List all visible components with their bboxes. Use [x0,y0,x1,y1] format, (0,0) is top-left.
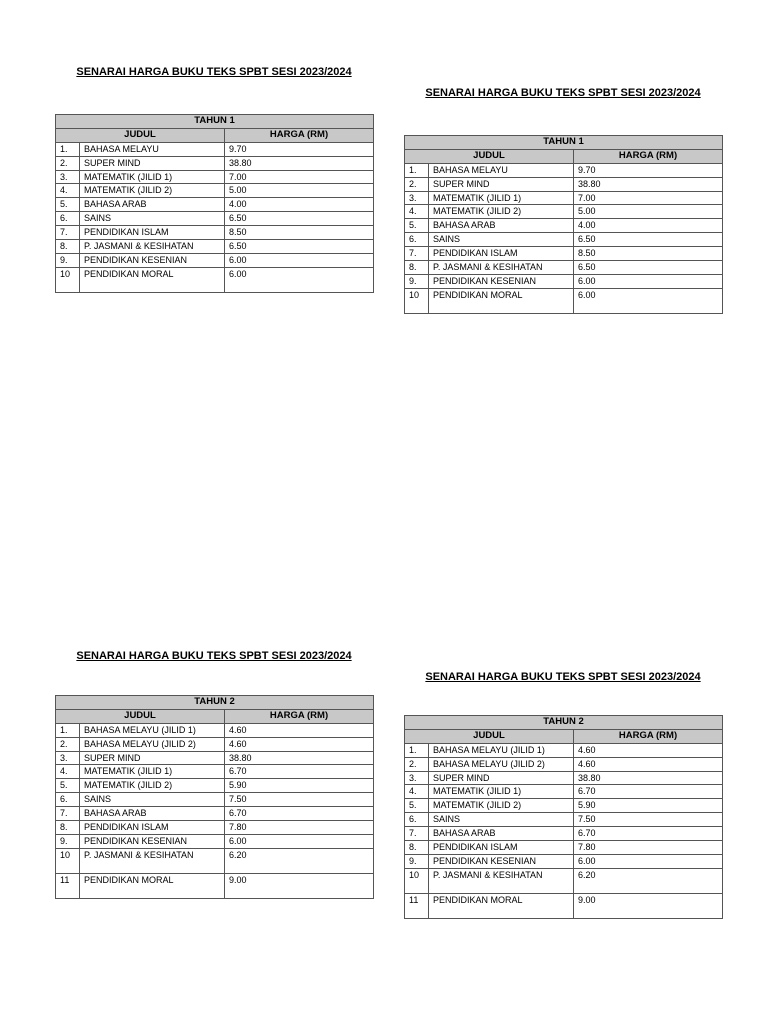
row-number: 10 [56,267,80,292]
book-price: 6.00 [225,253,374,267]
book-price: 38.80 [574,771,723,785]
price-table [404,715,723,919]
book-title: BAHASA ARAB [80,198,225,212]
row-number: 1. [56,142,80,156]
book-title: MATEMATIK (JILID 2) [429,205,574,219]
row-number: 8. [56,240,80,254]
book-price: 6.50 [574,233,723,247]
book-title: PENDIDIKAN ISLAM [429,841,574,855]
row-number: 10 [405,868,429,893]
table-row [56,142,374,156]
book-title: BAHASA MELAYU (JILID 2) [80,737,225,751]
book-title: MATEMATIK (JILID 1) [429,191,574,205]
book-title: MATEMATIK (JILID 1) [80,170,225,184]
price-table [404,135,723,314]
book-price: 9.00 [225,873,374,898]
row-number: 7. [56,226,80,240]
table-row [56,807,374,821]
row-number: 8. [405,261,429,275]
column-header-harga: HARGA (RM) [225,128,374,142]
book-title: MATEMATIK (JILID 2) [80,779,225,793]
table-row [405,177,723,191]
book-price: 7.80 [574,841,723,855]
row-number: 6. [56,212,80,226]
book-price: 4.60 [225,737,374,751]
row-number: 5. [405,219,429,233]
book-price: 6.50 [225,240,374,254]
book-price: 6.50 [225,212,374,226]
table-row [56,240,374,254]
row-number: 10 [405,288,429,313]
book-price: 6.00 [574,854,723,868]
book-title: P. JASMANI & KESIHATAN [429,261,574,275]
row-number: 3. [56,170,80,184]
table-row [405,841,723,855]
book-title: BAHASA MELAYU (JILID 1) [429,743,574,757]
column-header-judul: JUDUL [56,709,225,723]
book-title: SAINS [80,212,225,226]
book-title: PENDIDIKAN MORAL [80,873,225,898]
book-title: SAINS [429,233,574,247]
table-row [56,267,374,292]
table-caption: TAHUN 2 [56,696,374,710]
price-table [55,695,374,899]
row-number: 4. [56,184,80,198]
row-number: 4. [405,785,429,799]
book-title: PENDIDIKAN MORAL [429,288,574,313]
book-title: MATEMATIK (JILID 2) [80,184,225,198]
table-row [56,873,374,898]
book-price: 6.20 [225,848,374,873]
table-row [405,854,723,868]
book-title: P. JASMANI & KESIHATAN [80,240,225,254]
row-number: 9. [405,274,429,288]
book-title: BAHASA MELAYU [80,142,225,156]
book-price: 6.70 [574,827,723,841]
book-title: PENDIDIKAN KESENIAN [429,854,574,868]
table-row [405,247,723,261]
book-price: 7.50 [574,813,723,827]
row-number: 7. [56,807,80,821]
book-price: 6.00 [225,834,374,848]
book-price: 6.20 [574,868,723,893]
row-number: 6. [56,793,80,807]
book-price: 6.70 [225,807,374,821]
book-title: BAHASA ARAB [429,219,574,233]
row-number: 3. [405,191,429,205]
book-title: P. JASMANI & KESIHATAN [80,848,225,873]
book-price: 5.00 [574,205,723,219]
book-title: PENDIDIKAN ISLAM [80,226,225,240]
row-number: 1. [405,163,429,177]
book-price: 4.60 [574,743,723,757]
price-table [55,114,374,293]
document-title: SENARAI HARGA BUKU TEKS SPBT SESI 2023/2024 [425,87,701,99]
table-row [56,723,374,737]
table-caption: TAHUN 1 [56,115,374,129]
table-row [405,163,723,177]
book-title: BAHASA MELAYU [429,163,574,177]
column-header-judul: JUDUL [405,729,574,743]
book-price: 38.80 [225,156,374,170]
book-title: SAINS [429,813,574,827]
book-price: 38.80 [574,177,723,191]
document-title: SENARAI HARGA BUKU TEKS SPBT SESI 2023/2024 [76,66,352,78]
row-number: 5. [56,779,80,793]
book-title: PENDIDIKAN ISLAM [429,247,574,261]
row-number: 9. [56,253,80,267]
book-title: SUPER MIND [429,177,574,191]
row-number: 4. [405,205,429,219]
book-price: 9.00 [574,893,723,918]
table-row [56,198,374,212]
table-row [405,743,723,757]
book-title: BAHASA MELAYU (JILID 2) [429,757,574,771]
row-number: 11 [56,873,80,898]
table-row [56,212,374,226]
row-number: 1. [56,723,80,737]
row-number: 3. [405,771,429,785]
row-number: 4. [56,765,80,779]
column-header-harga: HARGA (RM) [574,149,723,163]
book-price: 4.00 [574,219,723,233]
table-row [56,793,374,807]
column-header-judul: JUDUL [56,128,225,142]
book-price: 9.70 [574,163,723,177]
row-number: 1. [405,743,429,757]
book-price: 6.50 [574,261,723,275]
table-row [405,261,723,275]
book-price: 7.00 [225,170,374,184]
book-title: PENDIDIKAN ISLAM [80,821,225,835]
book-title: SUPER MIND [80,751,225,765]
book-title: SUPER MIND [80,156,225,170]
table-row [56,253,374,267]
table-row [56,737,374,751]
book-title: BAHASA MELAYU (JILID 1) [80,723,225,737]
table-row [56,751,374,765]
table-row [405,205,723,219]
table-row [405,893,723,918]
book-price: 6.00 [574,274,723,288]
table-row [56,821,374,835]
book-price: 6.00 [225,267,374,292]
table-row [405,868,723,893]
table-row [405,771,723,785]
row-number: 5. [405,799,429,813]
book-price: 8.50 [225,226,374,240]
table-row [405,813,723,827]
book-price: 8.50 [574,247,723,261]
column-header-harga: HARGA (RM) [225,709,374,723]
row-number: 2. [56,737,80,751]
book-title: P. JASMANI & KESIHATAN [429,868,574,893]
book-title: PENDIDIKAN KESENIAN [80,253,225,267]
row-number: 9. [56,834,80,848]
row-number: 6. [405,233,429,247]
book-price: 4.60 [574,757,723,771]
table-row [405,219,723,233]
row-number: 2. [405,177,429,191]
book-price: 38.80 [225,751,374,765]
document-title: SENARAI HARGA BUKU TEKS SPBT SESI 2023/2024 [76,650,352,662]
book-title: BAHASA ARAB [80,807,225,821]
book-price: 6.70 [574,785,723,799]
column-header-harga: HARGA (RM) [574,729,723,743]
book-title: MATEMATIK (JILID 1) [80,765,225,779]
book-price: 5.90 [574,799,723,813]
book-title: PENDIDIKAN KESENIAN [80,834,225,848]
table-row [56,765,374,779]
row-number: 7. [405,827,429,841]
table-row [56,834,374,848]
book-price: 6.70 [225,765,374,779]
book-title: PENDIDIKAN MORAL [80,267,225,292]
row-number: 6. [405,813,429,827]
table-row [405,827,723,841]
row-number: 9. [405,854,429,868]
table-row [56,170,374,184]
book-title: MATEMATIK (JILID 2) [429,799,574,813]
book-price: 7.80 [225,821,374,835]
book-price: 7.50 [225,793,374,807]
table-row [405,233,723,247]
row-number: 7. [405,247,429,261]
row-number: 11 [405,893,429,918]
book-title: BAHASA ARAB [429,827,574,841]
book-title: PENDIDIKAN MORAL [429,893,574,918]
table-row [405,191,723,205]
table-row [56,156,374,170]
row-number: 5. [56,198,80,212]
book-title: PENDIDIKAN KESENIAN [429,274,574,288]
row-number: 3. [56,751,80,765]
table-row [405,274,723,288]
table-row [405,757,723,771]
row-number: 8. [405,841,429,855]
table-row [405,799,723,813]
book-price: 6.00 [574,288,723,313]
book-price: 5.00 [225,184,374,198]
book-title: SAINS [80,793,225,807]
book-title: SUPER MIND [429,771,574,785]
row-number: 2. [56,156,80,170]
row-number: 10 [56,848,80,873]
document-title: SENARAI HARGA BUKU TEKS SPBT SESI 2023/2024 [425,671,701,683]
column-header-judul: JUDUL [405,149,574,163]
book-price: 4.60 [225,723,374,737]
table-caption: TAHUN 2 [405,716,723,730]
table-row [405,288,723,313]
table-row [56,779,374,793]
table-row [405,785,723,799]
book-price: 9.70 [225,142,374,156]
table-row [56,184,374,198]
table-row [56,226,374,240]
table-caption: TAHUN 1 [405,136,723,150]
table-row [56,848,374,873]
book-price: 5.90 [225,779,374,793]
row-number: 8. [56,821,80,835]
row-number: 2. [405,757,429,771]
book-price: 7.00 [574,191,723,205]
book-title: MATEMATIK (JILID 1) [429,785,574,799]
book-price: 4.00 [225,198,374,212]
